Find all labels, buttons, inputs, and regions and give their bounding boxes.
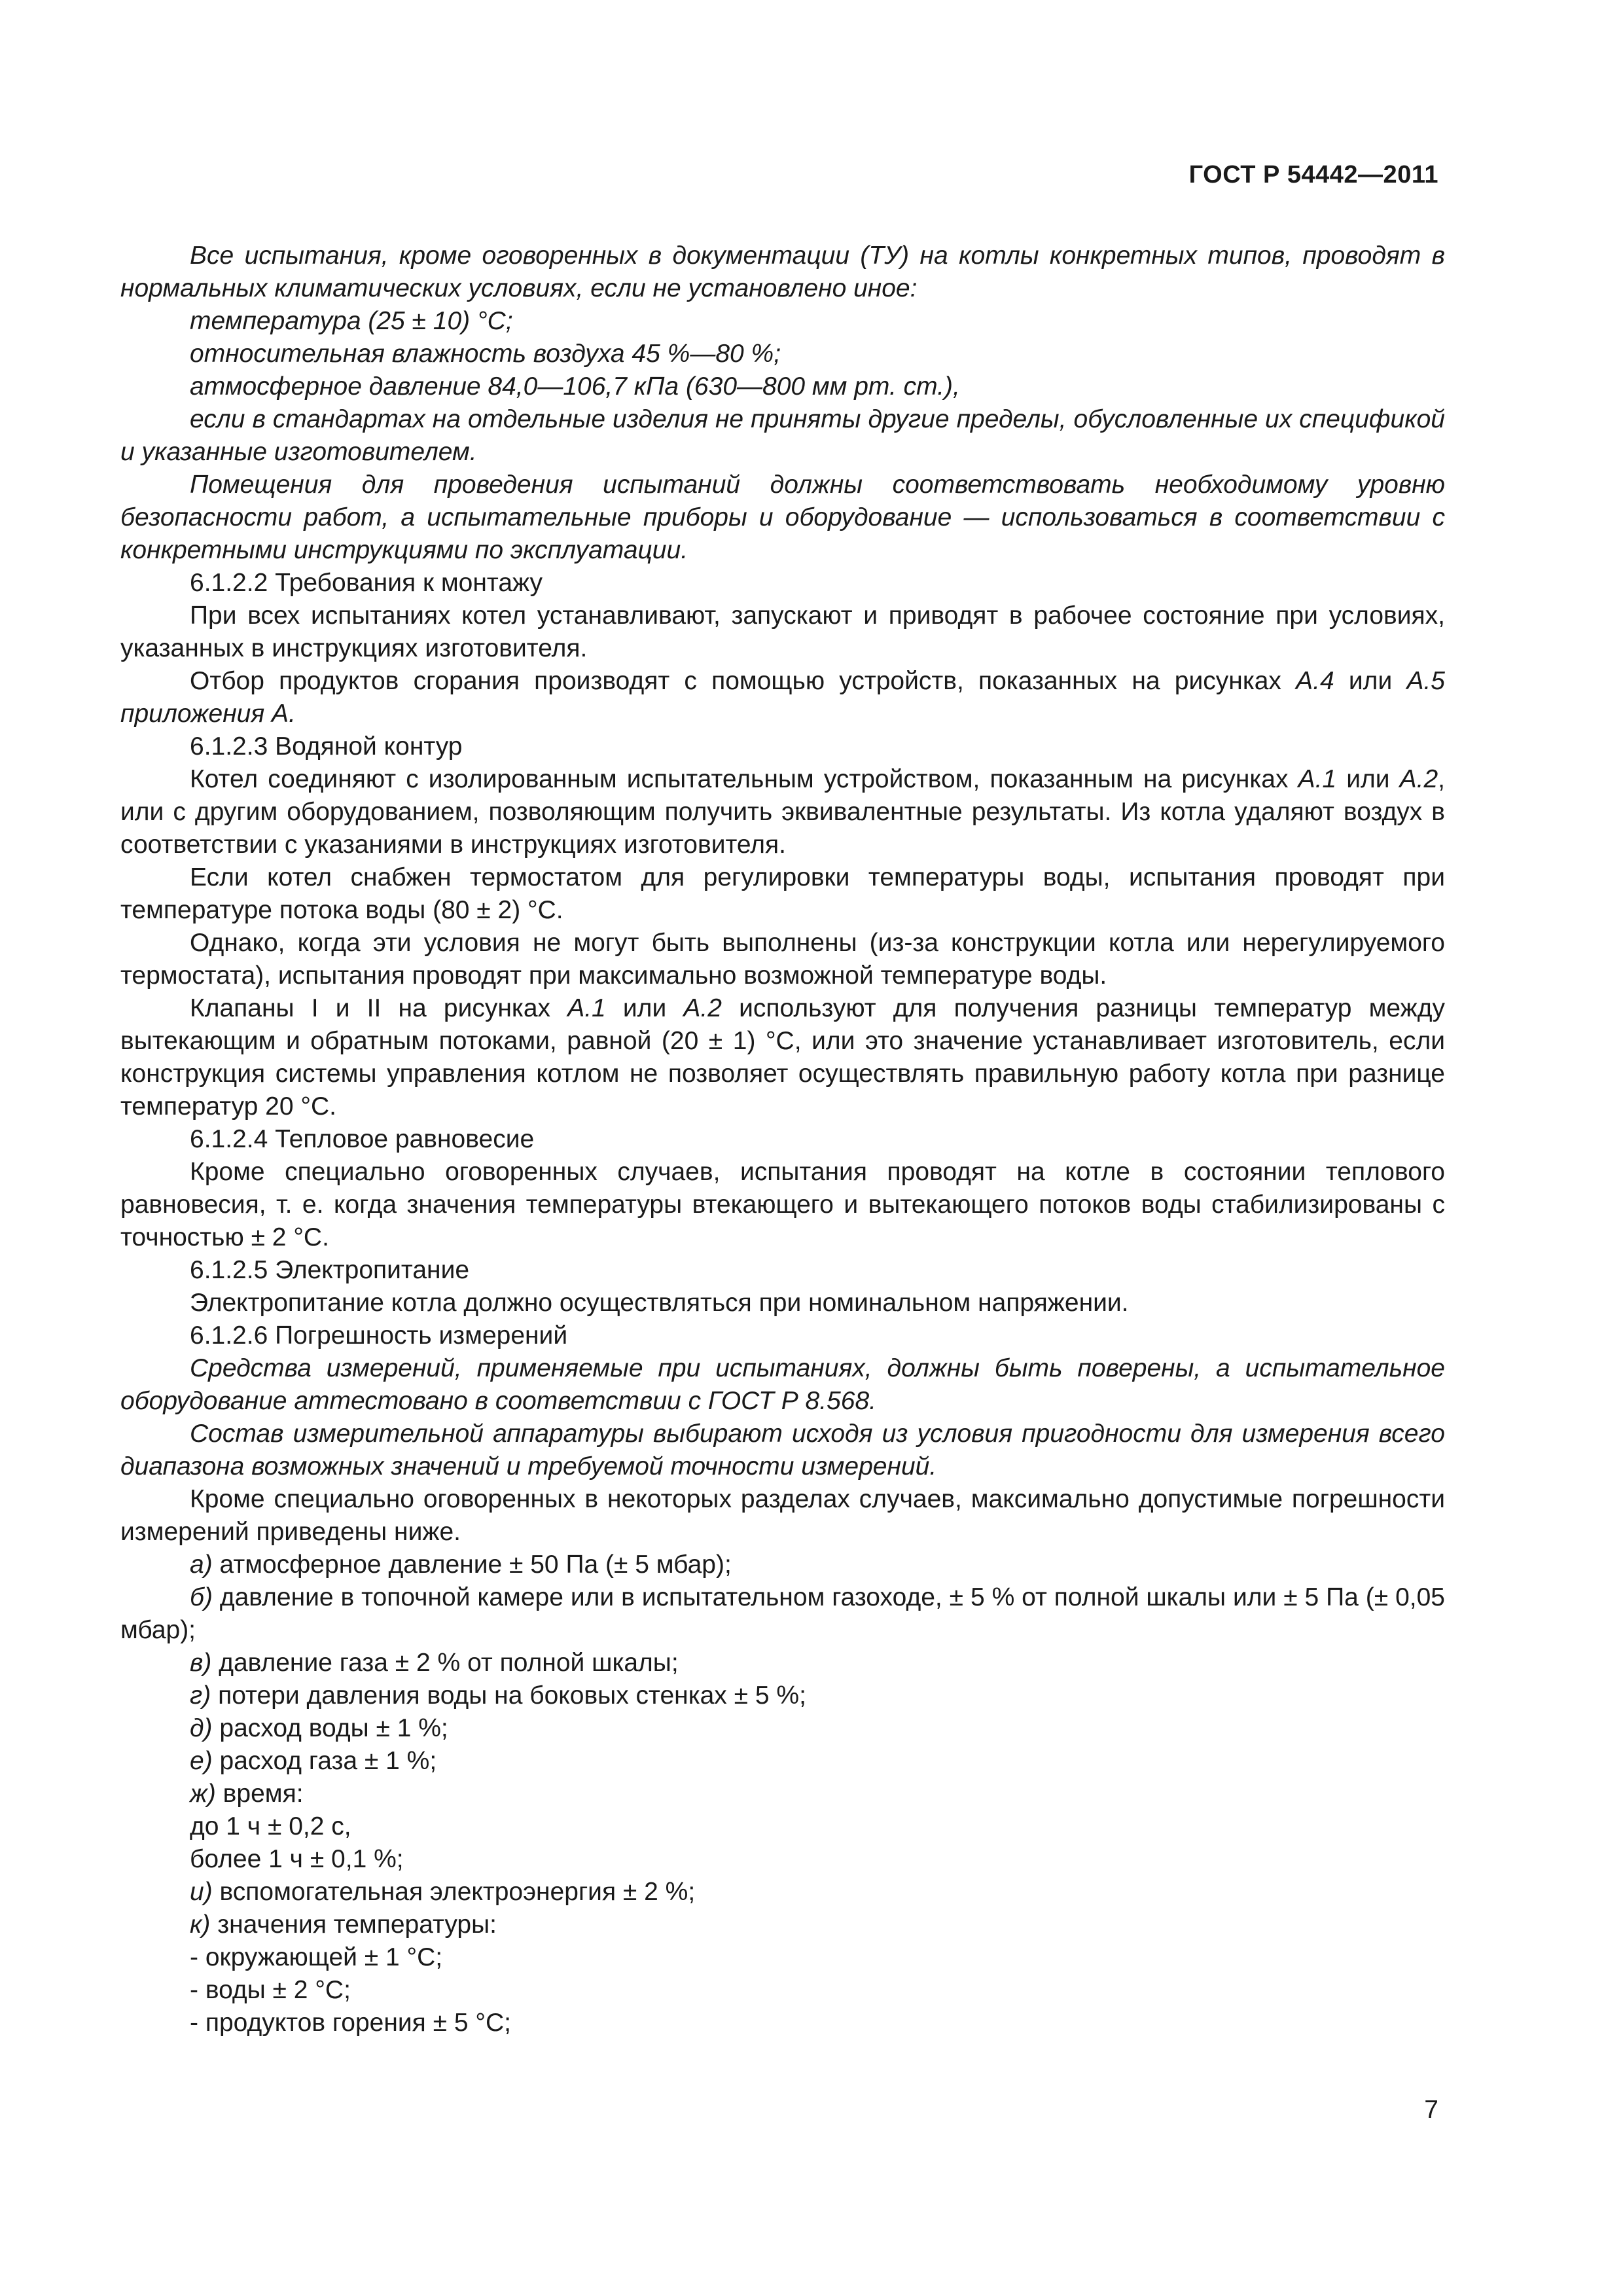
paragraph-water-circuit [120, 763, 1445, 861]
list-item-b [120, 1581, 1445, 1647]
list-marker: в) [190, 1649, 212, 1677]
valves-text-2: или [605, 994, 684, 1022]
list-marker: к) [190, 1910, 211, 1939]
list-item-d [120, 1712, 1445, 1745]
section-heading-6125: 6.1.2.5 Электропитание [190, 1256, 470, 1284]
section-heading-6122: 6.1.2.2 Требования к монтажу [190, 569, 543, 597]
list-text: вспомогательная электроэнергия ± 2 %; [212, 1878, 696, 1906]
list-item-i [120, 1876, 1445, 1909]
list-item-k [120, 1909, 1445, 1941]
list-text: значения температуры: [210, 1910, 497, 1939]
figure-ref-a2-valves: А.2 [683, 994, 722, 1022]
page-number: 7 [1424, 2096, 1438, 2124]
sampling-text-2: или [1334, 667, 1407, 695]
temp-item-combustion: - продуктов горения ± 5 °С; [190, 2009, 511, 2037]
paragraph-errors-intro: Кроме специально оговоренных в некоторых разделах случаев, максимально допустимые погрешности измерений приведены ниже. [120, 1485, 1445, 1546]
paragraph-valves [120, 992, 1445, 1123]
list-text: потери давления воды на боковых стенках ± 5 %; [211, 1681, 806, 1710]
list-marker: б) [190, 1583, 213, 1611]
list-item-a [120, 1549, 1445, 1581]
time-item-1: до 1 ч ± 0,2 с, [190, 1812, 351, 1840]
water-text-1: Котел соединяют с изолированным испытательным устройством, показанным на рисунках [190, 765, 1298, 793]
time-item-2: более 1 ч ± 0,1 %; [190, 1845, 404, 1873]
list-text: расход газа ± 1 %; [212, 1747, 437, 1775]
list-item-e [120, 1745, 1445, 1778]
paragraph-power-supply: Электропитание котла должно осуществляться при номинальном напряжении. [190, 1289, 1129, 1317]
paragraph-equipment: Состав измерительной аппаратуры выбирают исходя из условия пригодности для измерения всего диапазона возможных значений и требуемой точности измерений. [120, 1420, 1445, 1480]
paragraph-sampling [120, 665, 1445, 730]
condition-temperature: температура (25 ± 10) °С; [190, 307, 513, 335]
list-text: расход воды ± 1 %; [212, 1714, 448, 1742]
condition-pressure: атмосферное давление 84,0—106,7 кПа (630—800 мм рт. ст.), [190, 372, 960, 401]
paragraph-test-conditions: Все испытания, кроме оговоренных в документации (ТУ) на котлы конкретных типов, проводят в нормальных климатических условиях, если не установлено иное: [120, 242, 1445, 302]
water-text-3: , или с другим оборудованием, позволяющим получить эквивалентные результаты. Из котла удаляют воздух в соответствии с указаниями в инструкциях изготовителя. [120, 765, 1446, 859]
list-marker: е) [190, 1747, 213, 1775]
paragraph-other-limits: если в стандартах на отдельные изделия не приняты другие пределы, обусловленные их спецификой и указанные изготовителем. [120, 405, 1445, 466]
list-item-g [120, 1679, 1445, 1712]
figure-ref-a2: А.2 [1399, 765, 1438, 793]
water-text-2: или [1336, 765, 1400, 793]
list-marker: а) [190, 1551, 213, 1579]
section-heading-6124: 6.1.2.4 Тепловое равновесие [190, 1125, 535, 1153]
figure-ref-a1-valves: А.1 [567, 994, 606, 1022]
paragraph-instruments: Средства измерений, применяемые при испытаниях, должны быть поверены, а испытательное оборудование аттестовано в соответствии с ГОСТ Р 8.568. [120, 1354, 1445, 1415]
document-designation: ГОСТ Р 54442—2011 [1188, 161, 1438, 188]
list-marker: ж) [190, 1780, 216, 1808]
temp-item-ambient: - окружающей ± 1 °С; [190, 1943, 443, 1971]
list-marker: г) [190, 1681, 211, 1710]
list-text: атмосферное давление ± 50 Па (± 5 мбар); [212, 1551, 732, 1579]
paragraph-max-temperature: Однако, когда эти условия не могут быть выполнены (из-за конструкции котла или нерегулируемого термостата), испытания проводят при максимально возможной температуре воды. [120, 929, 1445, 990]
figure-ref-a5: А.5 приложения А. [120, 667, 1445, 728]
list-text: давление в топочной камере или в испытательном газоходе, ± 5 % от полной шкалы или ± 5 Па (± 0,05 мбар); [120, 1583, 1445, 1644]
temp-item-water: - воды ± 2 °С; [190, 1976, 351, 2004]
sampling-text-1: Отбор продуктов сгорания производят с помощью устройств, показанных на рисунках [190, 667, 1296, 695]
paragraph-thermostat: Если котел снабжен термостатом для регулировки температуры воды, испытания проводят при температуре потока воды (80 ± 2) °С. [120, 863, 1445, 924]
paragraph-premises: Помещения для проведения испытаний должны соответствовать необходимому уровню безопасности работ, а испытательные приборы и оборудование — использоваться в соответствии с конкретными инструкциями по эксплуатации. [120, 471, 1445, 564]
list-marker: д) [190, 1714, 213, 1742]
list-text: время: [215, 1780, 304, 1808]
list-marker: и) [190, 1878, 213, 1906]
page-body [120, 240, 1445, 2039]
list-item-zh [120, 1778, 1445, 1810]
valves-text-3: используют для получения разницы температур между вытекающим и обратным потоками, равной (20 ± 1) °С, или это значение устанавливает изготовитель, если конструкция системы управления котлом не позволяет осуществлять правильную работу котла при разнице температур 20 °С. [120, 994, 1445, 1121]
paragraph-installation: При всех испытаниях котел устанавливают, запускают и приводят в рабочее состояние при условиях, указанных в инструкциях изготовителя. [120, 601, 1445, 662]
section-heading-6126: 6.1.2.6 Погрешность измерений [190, 1321, 568, 1350]
valves-text-1: Клапаны I и II на рисунках [190, 994, 568, 1022]
figure-ref-a4: А.4 [1296, 667, 1334, 695]
condition-humidity: относительная влажность воздуха 45 %—80 %; [190, 340, 781, 368]
figure-ref-a1: А.1 [1298, 765, 1337, 793]
section-heading-6123: 6.1.2.3 Водяной контур [190, 732, 463, 761]
list-text: давление газа ± 2 % от полной шкалы; [211, 1649, 679, 1677]
paragraph-thermal-equilibrium: Кроме специально оговоренных случаев, испытания проводят на котле в состоянии теплового равновесия, т. е. когда значения температуры втекающего и вытекающего потоков воды стабилизированы с точностью ± 2 °С. [120, 1158, 1445, 1251]
list-item-v [120, 1647, 1445, 1679]
